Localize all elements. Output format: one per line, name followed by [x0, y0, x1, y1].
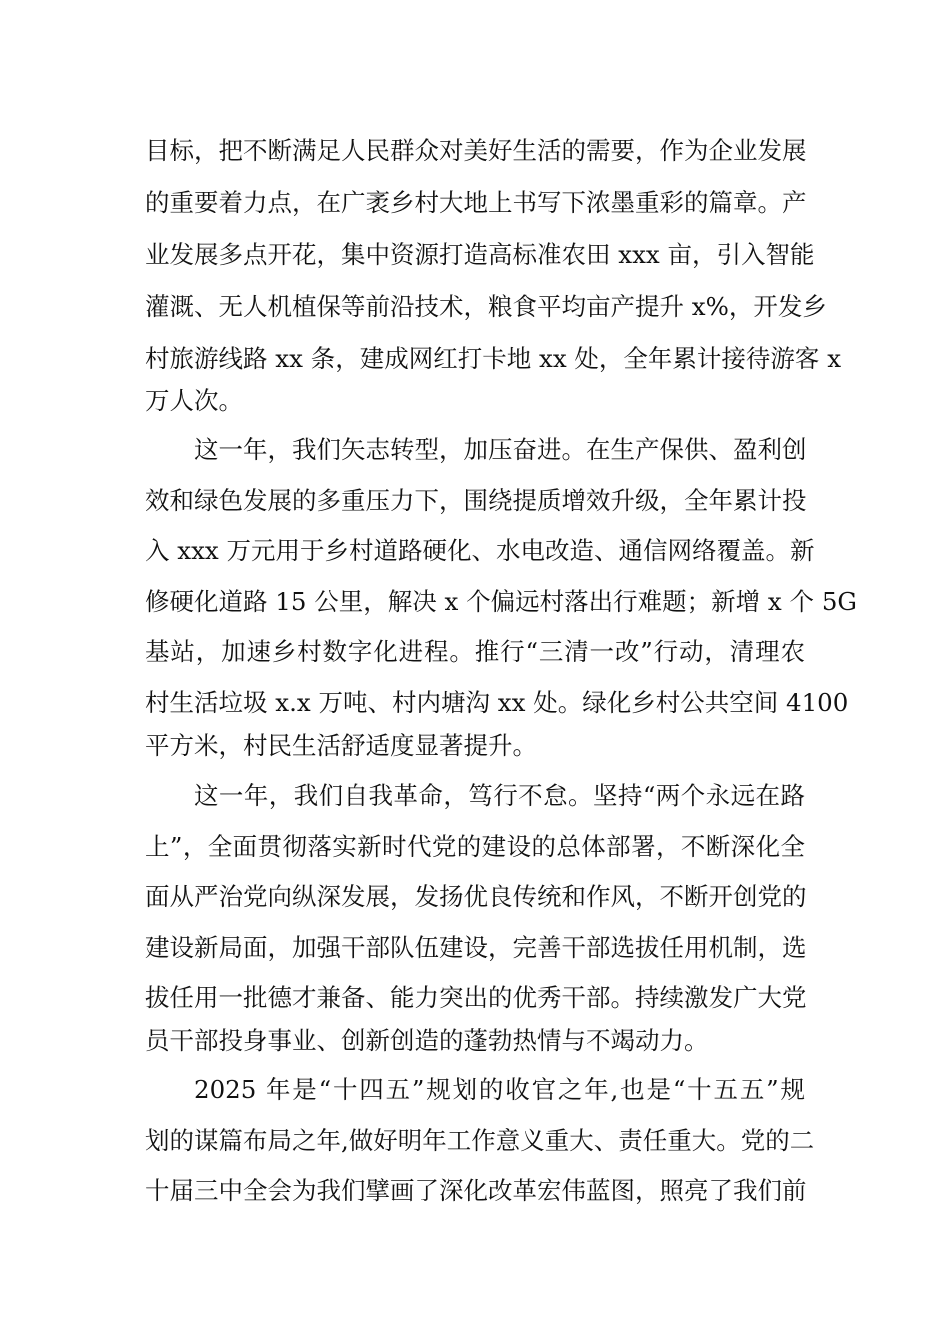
paragraph-2-line-4: 修硬化道路 15 公里，解决 x 个偏远村落出行难题；新增 x 个 5G	[145, 587, 857, 616]
paragraph-1-line-3: 业发展多点开花，集中资源打造高标准农田 xxx 亩，引入智能	[145, 240, 815, 269]
paragraph-3-line-3: 面从严治党向纵深发展，发扬优良传统和作风，不断开创党的	[145, 882, 807, 911]
paragraph-4-line-2: 划的谋篇布局之年,做好明年工作意义重大、责任重大。党的二	[145, 1126, 815, 1155]
paragraph-3-line-5: 拔任用一批德才兼备、能力突出的优秀干部。持续激发广大党	[145, 983, 807, 1012]
paragraph-3-line-1: 这一年，我们自我革命，笃行不怠。坚持“两个永远在路	[194, 781, 805, 810]
paragraph-1-line-6: 万人次。	[145, 386, 243, 415]
paragraph-3-line-6: 员干部投身事业、创新创造的蓬勃热情与不竭动力。	[145, 1026, 709, 1055]
paragraph-4-line-3: 十届三中全会为我们擘画了深化改革宏伟蓝图，照亮了我们前	[145, 1176, 807, 1205]
paragraph-4-line-1: 2025 年是“十四五”规划的收官之年,也是“十五五”规	[194, 1075, 805, 1104]
paragraph-1-line-5: 村旅游线路 xx 条，建成网红打卡地 xx 处，全年累计接待游客 x	[145, 344, 842, 373]
paragraph-3-line-4: 建设新局面，加强干部队伍建设，完善干部选拔任用机制，选	[145, 933, 807, 962]
paragraph-2-line-3: 入 xxx 万元用于乡村道路硬化、水电改造、通信网络覆盖。新	[145, 536, 815, 565]
paragraph-1-line-2: 的重要着力点，在广袤乡村大地上书写下浓墨重彩的篇章。产	[145, 188, 807, 217]
paragraph-2-line-5: 基站，加速乡村数字化进程。推行“三清一改”行动，清理农	[145, 637, 805, 666]
paragraph-3-line-2: 上”，全面贯彻落实新时代党的建设的总体部署，不断深化全	[145, 832, 805, 861]
paragraph-1-line-4: 灌溉、无人机植保等前沿技术，粮食平均亩产提升 x%，开发乡	[145, 292, 827, 321]
paragraph-2-line-2: 效和绿色发展的多重压力下，围绕提质增效升级，全年累计投	[145, 486, 807, 515]
paragraph-1-line-1: 目标，把不断满足人民群众对美好生活的需要，作为企业发展	[145, 136, 807, 165]
paragraph-2-line-6: 村生活垃圾 x.x 万吨、村内塘沟 xx 处。绿化乡村公共空间 4100	[145, 688, 849, 717]
paragraph-2-line-1: 这一年，我们矢志转型，加压奋进。在生产保供、盈利创	[194, 435, 807, 464]
paragraph-2-line-7: 平方米，村民生活舒适度显著提升。	[145, 731, 537, 760]
